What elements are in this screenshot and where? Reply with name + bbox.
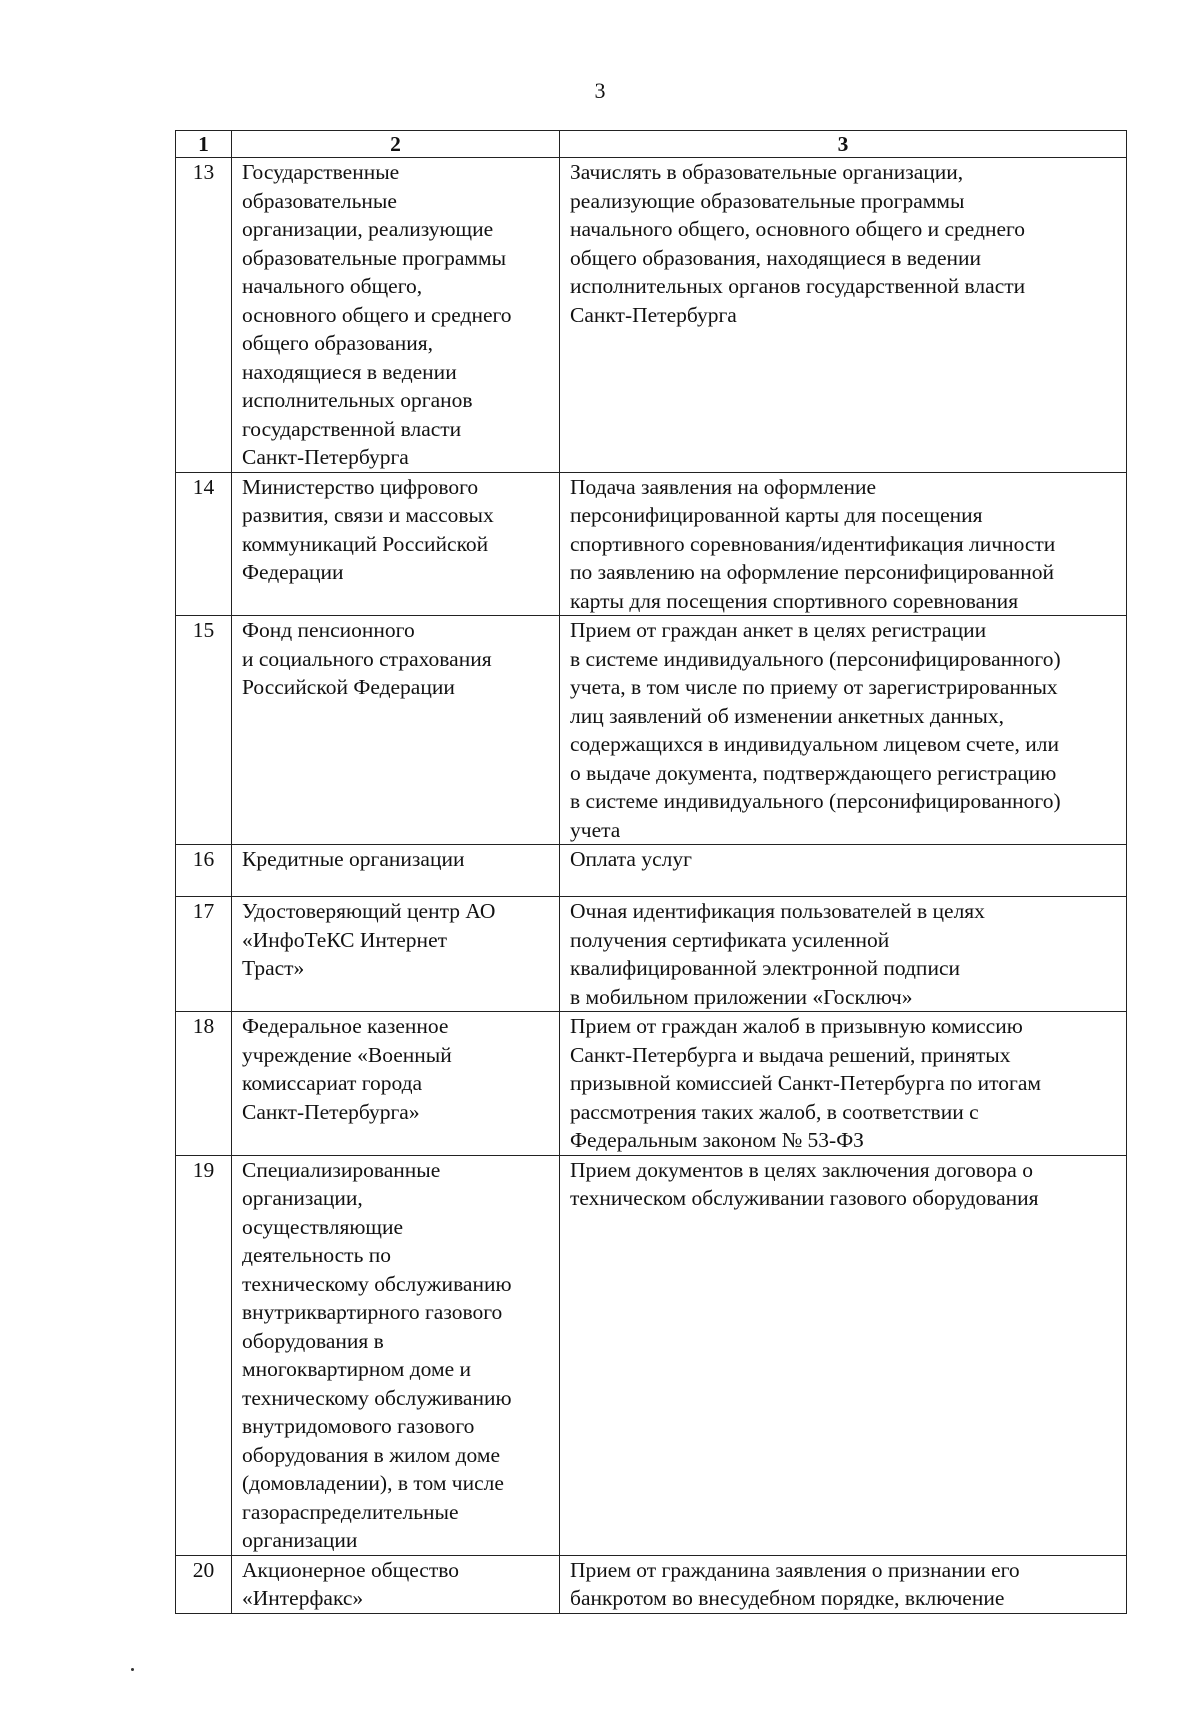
action-cell: Зачислять в образовательные организации, реализующие образовательные программы начального общего, основного общего и среднего общего образования, находящиеся в ведении исполнительных органов государственной власти Санкт-Петербурга — [560, 158, 1127, 473]
action-cell: Прием от граждан анкет в целях регистрации в системе индивидуального (персонифицированного) учета, в том числе по приему от зарегистрированных лиц заявлений об изменении анкетных данных, содержащихся в индивидуальном лицевом счете, или о выдаче документа, подтверждающего регистрацию в системе индивидуального (персонифицированного) учета — [560, 616, 1127, 845]
action-cell: Прием от граждан жалоб в призывную комиссию Санкт-Петербурга и выдача решений, принятых призывной комиссией Санкт-Петербурга по итогам рассмотрения таких жалоб, в соответствии с Федеральным законом № 53-ФЗ — [560, 1012, 1127, 1156]
column-header-2: 2 — [232, 131, 560, 158]
table-row — [176, 1012, 1127, 1156]
document-table — [175, 130, 1127, 1614]
table-row — [176, 158, 1127, 473]
organization-cell: Акционерное общество «Интерфакс» — [232, 1555, 560, 1613]
table-row — [176, 897, 1127, 1012]
organization-cell: Федеральное казенное учреждение «Военный комиссариат города Санкт-Петербурга» — [232, 1012, 560, 1156]
table-row — [176, 1555, 1127, 1613]
table-row — [176, 845, 1127, 897]
organization-cell: Кредитные организации — [232, 845, 560, 897]
row-number: 20 — [176, 1555, 232, 1613]
action-cell: Оплата услуг — [560, 845, 1127, 897]
organization-cell: Фонд пенсионного и социального страхования Российской Федерации — [232, 616, 560, 845]
row-number: 13 — [176, 158, 232, 473]
table-row — [176, 1155, 1127, 1555]
row-number: 14 — [176, 472, 232, 616]
row-number: 15 — [176, 616, 232, 845]
column-header-1: 1 — [176, 131, 232, 158]
table-row — [176, 472, 1127, 616]
column-header-3: 3 — [560, 131, 1127, 158]
organization-cell: Удостоверяющий центр АО «ИнфоТеКС Интернет Траст» — [232, 897, 560, 1012]
row-number: 17 — [176, 897, 232, 1012]
row-number: 18 — [176, 1012, 232, 1156]
page-number: 3 — [594, 78, 606, 103]
table-header-row — [176, 131, 1127, 158]
organization-cell: Государственные образовательные организации, реализующие образовательные программы начального общего, основного общего и среднего общего образования, находящиеся в ведении исполнительных органов государственной власти Санкт-Петербурга — [232, 158, 560, 473]
action-cell: Прием от гражданина заявления о признании его банкротом во внесудебном порядке, включение — [560, 1555, 1127, 1613]
row-number: 19 — [176, 1155, 232, 1555]
action-cell: Очная идентификация пользователей в целях получения сертификата усиленной квалифицированной электронной подписи в мобильном приложении «Госключ» — [560, 897, 1127, 1012]
action-cell: Прием документов в целях заключения договора о техническом обслуживании газового оборудования — [560, 1155, 1127, 1555]
table-row — [176, 616, 1127, 845]
scan-speck — [131, 1668, 134, 1671]
organization-cell: Специализированные организации, осуществляющие деятельность по техническому обслуживанию внутриквартирного газового оборудования в многоквартирном доме и техническому обслуживанию внутридомового газового оборудования в жилом доме (домовладении), в том числе газораспределительные организации — [232, 1155, 560, 1555]
action-cell: Подача заявления на оформление персонифицированной карты для посещения спортивного соревнования/идентификация личности по заявлению на оформление персонифицированной карты для посещения спортивного соревнования — [560, 472, 1127, 616]
organization-cell: Министерство цифрового развития, связи и массовых коммуникаций Российской Федерации — [232, 472, 560, 616]
row-number: 16 — [176, 845, 232, 897]
